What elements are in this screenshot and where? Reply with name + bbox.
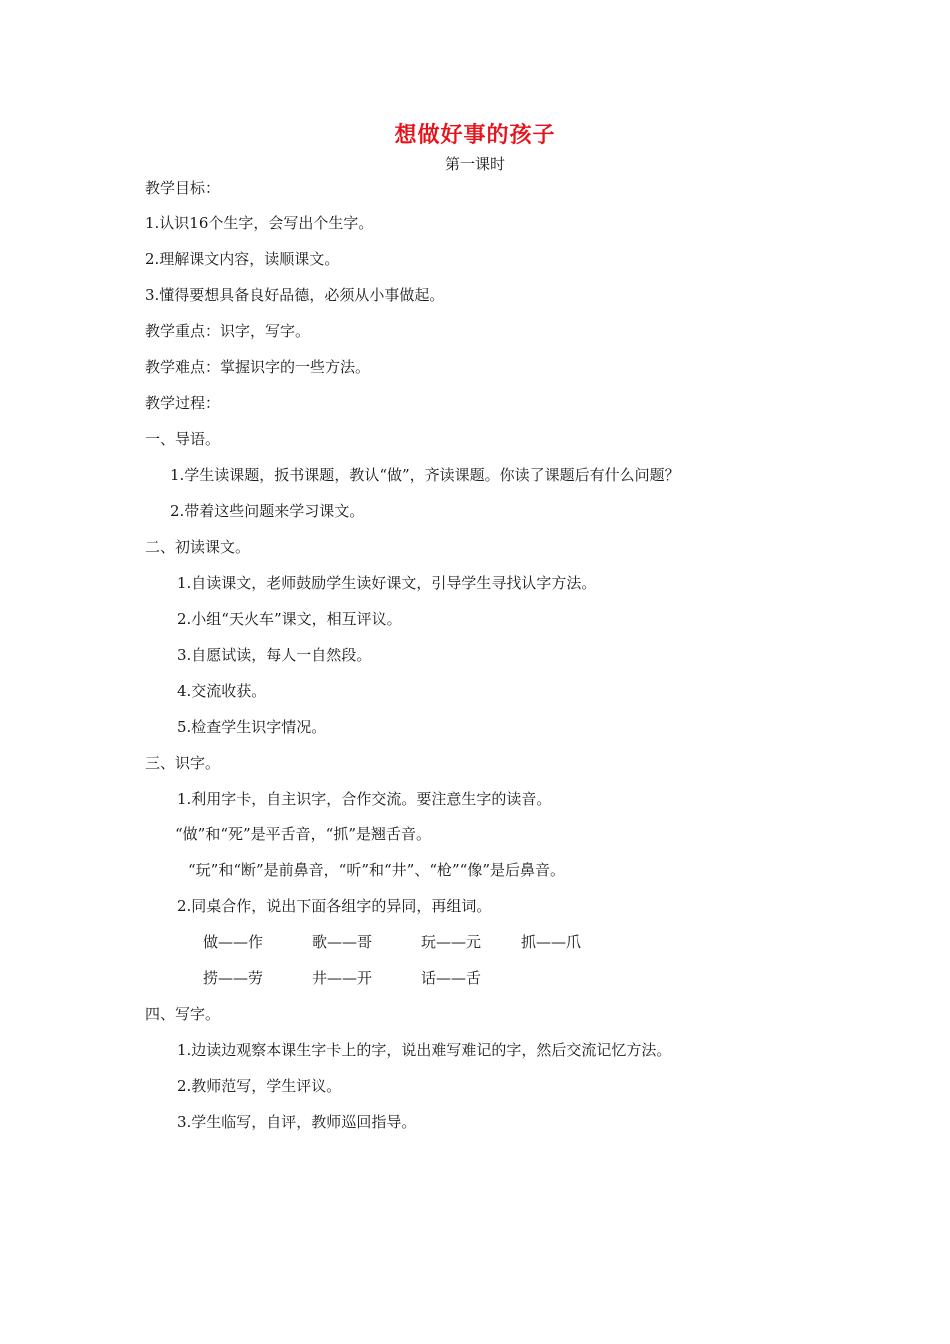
objective-item: 2.理解课文内容，读顺课文。 [145, 250, 340, 268]
pronunciation-note: “做”和“死”是平舌音，“抓”是翘舌音。 [175, 825, 432, 843]
list-item: 1.利用字卡，自主识字，合作交流。要注意生字的读音。 [177, 790, 552, 808]
objectives-heading: 教学目标： [145, 179, 221, 197]
objective-item: 3.懂得要想具备良好品德，必须从小事做起。 [145, 286, 445, 304]
list-item: 2.教师范写，学生评议。 [177, 1077, 342, 1095]
list-item: 5.检查学生识字情况。 [177, 718, 327, 736]
list-item: 3.自愿试读，每人一自然段。 [177, 646, 372, 664]
char-pair: 井——开 [312, 969, 373, 987]
objective-item: 1.认识16个生字，会写出个生字。 [145, 214, 374, 232]
section-heading: 一、导语。 [145, 430, 221, 448]
list-item: 2.小组“天火车”课文，相互评议。 [177, 610, 402, 628]
char-pair: 做——作 [203, 933, 264, 951]
char-pair: 捞——劳 [203, 969, 264, 987]
char-pair: 玩——元 [421, 933, 482, 951]
section-heading: 四、写字。 [145, 1005, 221, 1023]
list-item: 4.交流收获。 [177, 682, 267, 700]
document-title: 想做好事的孩子 [394, 123, 556, 148]
process-heading: 教学过程： [145, 394, 221, 412]
list-item: 1.边读边观察本课生字卡上的字，说出难写难记的字，然后交流记忆方法。 [177, 1041, 672, 1059]
list-item: 3.学生临写，自评，教师巡回指导。 [177, 1113, 417, 1131]
key-point: 教学重点：识字，写字。 [145, 322, 311, 340]
section-heading: 二、初读课文。 [145, 538, 251, 556]
list-item: 1.自读课文，老师鼓励学生读好课文，引导学生寻找认字方法。 [177, 574, 597, 592]
char-pair: 话——舌 [421, 969, 482, 987]
list-item: 2.带着这些问题来学习课文。 [170, 502, 365, 520]
difficulty: 教学难点：掌握识字的一些方法。 [145, 358, 371, 376]
list-item: 2.同桌合作，说出下面各组字的异同，再组词。 [177, 897, 492, 915]
char-pair: 歌——哥 [312, 933, 373, 951]
section-heading: 三、识字。 [145, 754, 221, 772]
lesson-subtitle: 第一课时 [444, 155, 505, 173]
pronunciation-note: “玩”和“断”是前鼻音，“听”和“井”、“枪”“像”是后鼻音。 [188, 861, 566, 879]
list-item: 1.学生读课题，扳书课题，教认“做”，齐读课题。你读了课题后有什么问题？ [170, 466, 680, 484]
char-pair: 抓——爪 [521, 933, 582, 951]
